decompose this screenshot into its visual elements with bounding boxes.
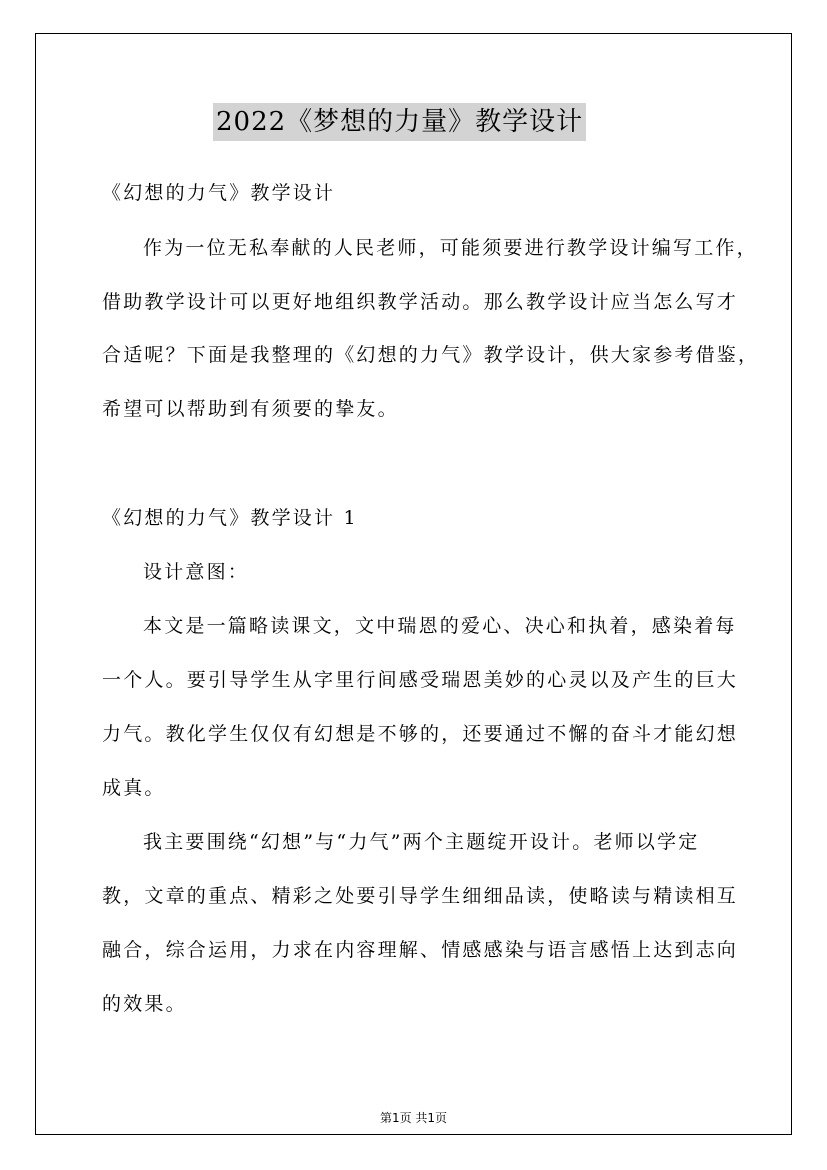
document-subtitle: 《幻想的力气》教学设计 [102,182,336,204]
design-intent-label: 设计意图： [143,561,250,583]
intro-line: 希望可以帮助到有须要的挚友。 [102,398,399,420]
paragraph-line: 力气。教化学生仅仅有幻想是不够的，还要通过不懈的奋斗才能幻想 [102,723,739,745]
intro-line: 借助教学设计可以更好地组织教学活动。那么教学设计应当怎么写才 [102,291,739,313]
intro-line: 作为一位无私奉献的人民老师，可能须要进行教学设计编写工作， [143,237,758,259]
page-footer: 第1页 共1页 [379,1111,448,1125]
paragraph-line: 一个人。要引导学生从字里行间感受瑞恩美妙的心灵以及产生的巨大 [102,669,739,691]
paragraph-line: 教，文章的重点、精彩之处要引导学生细细品读，使略读与精读相互 [102,885,739,907]
paragraph-line: 的效果。 [102,993,187,1015]
paragraph-line: 我主要围绕“幻想”与“力气”两个主题绽开设计。老师以学定 [143,831,700,853]
paragraph-line: 融合，综合运用，力求在内容理解、情感感染与语言感悟上达到志向 [102,939,739,961]
section-heading: 《幻想的力气》教学设计 1 [102,507,358,529]
paragraph-line: 成真。 [102,777,166,799]
document-title: 2022《梦想的力量》教学设计 [213,103,586,141]
intro-line: 合适呢？下面是我整理的《幻想的力气》教学设计，供大家参考借鉴， [102,344,760,366]
paragraph-line: 本文是一篇略读课文，文中瑞恩的爱心、决心和执着，感染着每 [143,615,737,637]
